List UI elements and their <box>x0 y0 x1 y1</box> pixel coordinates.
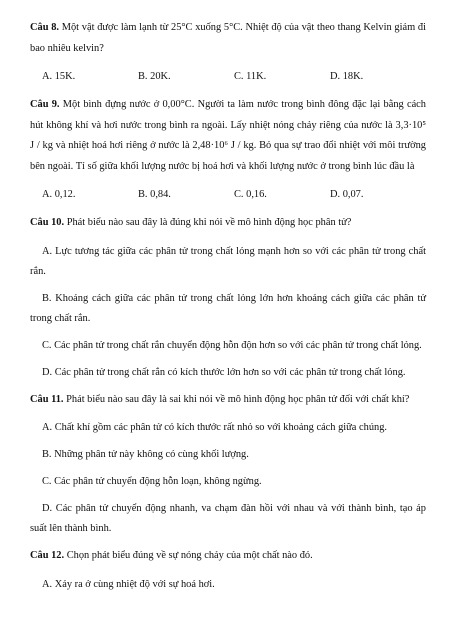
question-11-option-c: C. Các phân tử chuyển động hỗn loạn, không ngừng. <box>42 476 262 487</box>
question-8-option-d: D. 18K. <box>330 71 364 82</box>
question-10-text: Phát biểu nào sau đây là đúng khi nói về mô hình động học phân tử? <box>66 217 352 228</box>
question-9-option-d: D. 0,07. <box>330 189 364 200</box>
question-8-option-b: B. 20K. <box>138 71 171 82</box>
question-9-text: Một bình đựng nước ở 0,00°C. Người ta làm nước trong bình đông đặc lại bằng cách hút không khí và hơi nước trong bình ra ngoài. Lấy nhiệt nóng chảy riêng của nước là 3,3·10⁵ J / kg và nhiệt hoá hơi riêng ở nước là 2,48·10⁶ J / kg. Bỏ qua sự trao đổi nhiệt với môi trường bên ngoài. Tỉ số giữa khối lượng nước bị hoá hơi và khối lượng nước ở trong bình lúc đầu là <box>30 99 426 172</box>
question-10-option-c: C. Các phân tử trong chất rắn chuyển động hỗn độn hơn so với các phân tử trong chất lỏng. <box>42 339 422 351</box>
question-9-option-b: B. 0,84. <box>138 189 171 200</box>
question-9-options <box>30 185 426 205</box>
question-12-option-a: A. Xảy ra ở cùng nhiệt độ với sự hoá hơi. <box>42 578 215 590</box>
question-8-label: Câu 8. <box>30 22 59 33</box>
question-8-text: Một vật được làm lạnh từ 25°C xuống 5°C. Nhiệt độ của vật theo thang Kelvin giảm đi bao nhiêu kelvin? <box>30 22 426 54</box>
question-10 <box>30 213 426 234</box>
exam-page <box>30 18 426 602</box>
question-11 <box>30 390 426 411</box>
question-12-text: Chọn phát biểu đúng về sự nóng chảy của một chất nào đó. <box>66 550 313 561</box>
question-8 <box>30 18 426 59</box>
question-10-option-a: A. Lực tương tác giữa các phân tử trong chất lỏng mạnh hơn so với các phân tử trong chất rắn. <box>30 245 426 277</box>
question-11-option-a: A. Chất khí gồm các phân tử có kích thước rất nhỏ so với khoảng cách giữa chúng. <box>42 422 388 433</box>
question-8-options <box>30 67 426 87</box>
question-10-label: Câu 10. <box>30 217 65 228</box>
question-9 <box>30 95 426 177</box>
question-12-label: Câu 12. <box>30 550 65 561</box>
question-12 <box>30 546 426 567</box>
question-10-option-d: D. Các phân tử trong chất rắn có kích thước lớn hơn so với các phân tử trong chất lỏng. <box>42 366 406 378</box>
question-11-label: Câu 11. <box>30 393 64 405</box>
question-11-text: Phát biểu nào sau đây là sai khi nói về mô hình động học phân tử đối với chất khí? <box>66 393 410 405</box>
question-9-option-c: C. 0,16. <box>234 189 267 200</box>
question-8-option-c: C. 11K. <box>234 71 267 82</box>
question-11-option-b: B. Những phân tử này không có cùng khối lượng. <box>42 449 249 460</box>
question-10-option-b: B. Khoảng cách giữa các phân tử trong chất lỏng lớn hơn khoảng cách giữa các phân tử trong chất rắn. <box>30 292 426 324</box>
question-9-label: Câu 9. <box>30 99 60 110</box>
question-8-option-a: A. 15K. <box>42 71 76 82</box>
question-9-option-a: A. 0,12. <box>42 189 76 200</box>
question-11-option-d: D. Các phân tử chuyển động nhanh, va chạm đàn hồi với nhau và với thành bình, tạo áp suất lên thành bình. <box>30 503 426 534</box>
